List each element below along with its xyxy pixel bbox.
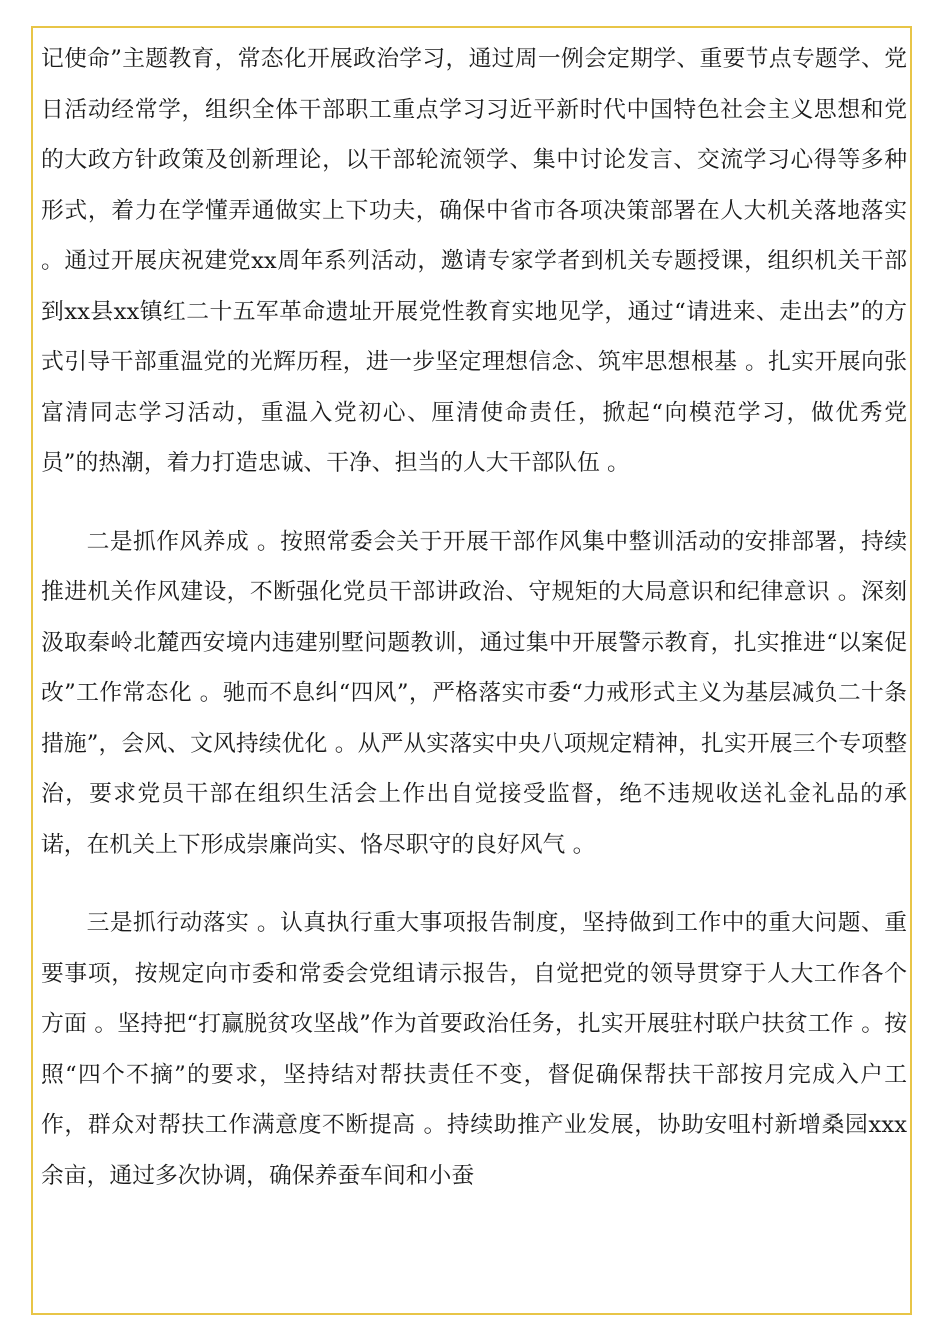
- paragraph-3: 三是抓行动落实 。认真执行重大事项报告制度，坚持做到工作中的重大问题、重要事项，按规定向市委和常委会党组请示报告，自觉把党的领导贯穿于人大工作各个方面 。坚持把“打赢脱贫攻坚战”作为首要政治任务，扎实开展驻村联户扶贫工作 。按照“四个不摘”的要求，坚持结对帮扶责任不变，督促确保帮扶干部按月完成入户工作，群众对帮扶工作满意度不断提高 。持续助推产业发展，协助安咀村新增桑园xxx余亩，通过多次协调，确保养蚕车间和小蚕: [41, 910, 907, 1189]
- document-body: [41, 34, 907, 1201]
- paragraph-2: 二是抓作风养成 。按照常委会关于开展干部作风集中整训活动的安排部署，持续推进机关作风建设，不断强化党员干部讲政治、守规矩的大局意识和纪律意识 。深刻汲取秦岭北麓西安境内违建别墅问题教训，通过集中开展警示教育，扎实推进“以案促改”工作常态化 。驰而不息纠“四风”，严格落实市委“力戒形式主义为基层减负二十条措施”，会风、文风持续优化 。从严从实落实中央八项规定精神，扎实开展三个专项整治，要求党员干部在组织生活会上作出自觉接受监督，绝不违规收送礼金礼品的承诺，在机关上下形成崇廉尚实、恪尽职守的良好风气 。: [41, 528, 907, 858]
- paragraph-1: 记使命”主题教育，常态化开展政治学习，通过周一例会定期学、重要节点专题学、党日活动经常学，组织全体干部职工重点学习习近平新时代中国特色社会主义思想和党的大政方针政策及创新理论，以干部轮流领学、集中讨论发言、交流学习心得等多种形式，着力在学懂弄通做实上下功夫，确保中省市各项决策部署在人大机关落地落实 。通过开展庆祝建党xx周年系列活动，邀请专家学者到机关专题授课，组织机关干部到xx县xx镇红二十五军革命遗址开展党性教育实地见学，通过“请进来、走出去”的方式引导干部重温党的光辉历程，进一步坚定理想信念、筑牢思想根基 。扎实开展向张富清同志学习活动，重温入党初心、厘清使命责任，掀起“向模范学习，做优秀党员”的热潮，着力打造忠诚、干净、担当的人大干部队伍 。: [41, 46, 907, 476]
